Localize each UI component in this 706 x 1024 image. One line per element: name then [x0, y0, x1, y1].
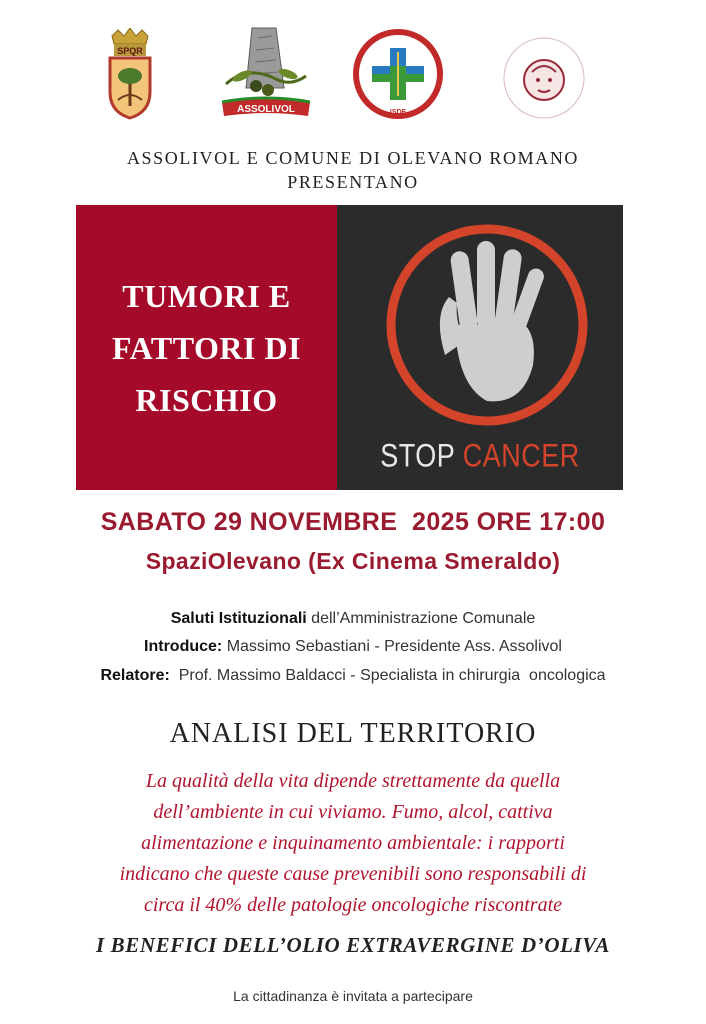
analysis-paragraph: La qualità della vita dipende strettamente da quella dell’ambiente in cui viviamo. Fumo, alcol, cattiva alimentazione e inquinamento ambientale: i rapporti indicano che queste cause prevenibili sono responsabili di circa il 40% delle patologie oncologiche riscontrate — [119, 770, 587, 916]
program-label: Relatore: — [100, 667, 170, 684]
assolivol-text: ASSOLIVOL — [237, 104, 295, 115]
isde-short-text: ISDE — [389, 109, 407, 116]
program-label: Introduce: — [144, 638, 223, 655]
program-text: Prof. Massimo Baldacci - Specialista in chirurgia oncologica — [169, 667, 606, 684]
assolivol-logo — [218, 24, 314, 124]
presenters-line-2: PRESENTANO — [287, 172, 419, 192]
event-venue: SpaziOlevano (Ex Cinema Smeraldo) — [145, 548, 561, 574]
benefits-heading: I BENEFICI DELL’OLIO EXTRAVERGINE D’OLIVA — [96, 933, 610, 957]
analysis-title: ANALISI DEL TERRITORIO — [169, 718, 537, 749]
logo-row — [0, 22, 706, 132]
footer-invitation: La cittadinanza è invitata a partecipare — [233, 988, 473, 1004]
isde-logo — [352, 28, 444, 120]
program-line-relatore — [0, 667, 706, 685]
banner-title-panel — [76, 205, 337, 490]
program-line-saluti — [0, 610, 706, 628]
banner-title: TUMORI E FATTORI DI RISCHIO — [111, 277, 302, 418]
program-label: Saluti Istituzionali — [170, 610, 307, 627]
presenters-line-1: ASSOLIVOL E COMUNE DI OLEVANO ROMANO — [126, 148, 580, 168]
stop-cancer-text — [337, 438, 623, 475]
program-line-introduce — [0, 638, 706, 656]
event-banner — [76, 205, 623, 490]
spqr-text: SPQR — [117, 46, 143, 56]
stop-word: STOP — [380, 437, 455, 474]
program-text: dell’Amministrazione Comunale — [306, 610, 536, 627]
umberto-policlinico-logo — [494, 30, 594, 126]
cancer-word: CANCER — [462, 437, 580, 474]
stop-cancer-panel — [337, 205, 623, 490]
presenters-heading — [0, 146, 706, 194]
event-date-time: SABATO 29 NOVEMBRE 2025 ORE 17:00 — [100, 508, 606, 536]
spqr-crest-logo — [104, 28, 156, 120]
program-text: Massimo Sebastiani - Presidente Ass. Assolivol — [222, 638, 562, 655]
